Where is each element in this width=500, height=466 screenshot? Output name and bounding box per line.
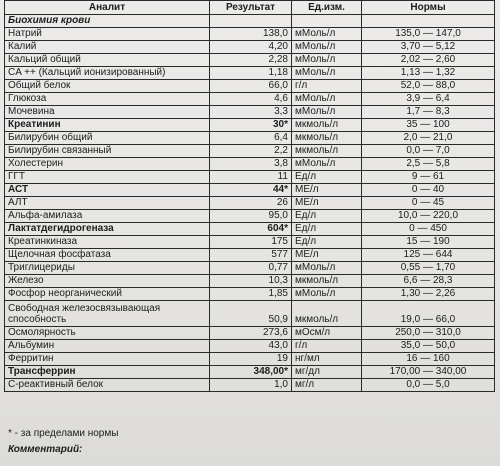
table-body (5, 15, 495, 392)
unit-cell: МЕ/л (292, 249, 362, 262)
table-row (5, 288, 495, 301)
table-row (5, 106, 495, 119)
header-unit: Ед.изм. (292, 1, 362, 15)
unit-cell: Ед/л (292, 223, 362, 236)
table-row (5, 262, 495, 275)
unit-cell: мОсм/л (292, 327, 362, 340)
unit-cell: г/л (292, 340, 362, 353)
unit-cell: мкмоль/л (292, 275, 362, 288)
comment-label: Комментарий: (8, 444, 83, 455)
analyte-name-cell: Общий белок (5, 80, 210, 93)
result-cell: 273,6 (210, 327, 292, 340)
header-norm: Нормы (362, 1, 495, 15)
norm-cell: 6,6 — 28,3 (362, 275, 495, 288)
result-cell: 1,85 (210, 288, 292, 301)
norm-cell: 0 — 45 (362, 197, 495, 210)
result-cell: 26 (210, 197, 292, 210)
norm-cell: 35 — 100 (362, 119, 495, 132)
table-row (5, 132, 495, 145)
norm-cell: 2,0 — 21,0 (362, 132, 495, 145)
unit-cell: мкмоль/л (292, 132, 362, 145)
result-cell: 4,6 (210, 93, 292, 106)
unit-cell: Ед/л (292, 171, 362, 184)
norm-cell: 0,0 — 5,0 (362, 379, 495, 392)
result-cell: 43,0 (210, 340, 292, 353)
analyte-name-cell: Глюкоза (5, 93, 210, 106)
result-cell: 6,4 (210, 132, 292, 145)
norm-cell: 16 — 160 (362, 353, 495, 366)
analyte-name-cell: Железо (5, 275, 210, 288)
table-row (5, 54, 495, 67)
analyte-name-cell: Креатинкиназа (5, 236, 210, 249)
table-row (5, 41, 495, 54)
unit-cell: МЕ/л (292, 184, 362, 197)
result-cell: 2,2 (210, 145, 292, 158)
unit-cell: мМоль/л (292, 54, 362, 67)
analyte-name-cell: CA ++ (Кальций ионизированный) (5, 67, 210, 80)
result-cell: 0,77 (210, 262, 292, 275)
section-row (5, 15, 495, 28)
analyte-name-cell: С-реактивный белок (5, 379, 210, 392)
table-row (5, 197, 495, 210)
result-cell: 577 (210, 249, 292, 262)
result-cell: 175 (210, 236, 292, 249)
analyte-name-cell: АСТ (5, 184, 210, 197)
table-row (5, 366, 495, 379)
analyte-name-cell: АЛТ (5, 197, 210, 210)
unit-cell: г/л (292, 80, 362, 93)
unit-cell: МЕ/л (292, 197, 362, 210)
analyte-name-cell: Холестерин (5, 158, 210, 171)
table-header-row (5, 1, 495, 15)
result-cell: 50,9 (210, 301, 292, 327)
result-cell: 348,00* (210, 366, 292, 379)
analyte-name-cell: Щелочная фосфатаза (5, 249, 210, 262)
result-cell: 10,3 (210, 275, 292, 288)
unit-cell: мМоль/л (292, 158, 362, 171)
section-title: Биохимия крови (5, 15, 210, 28)
norm-cell: 0,55 — 1,70 (362, 262, 495, 275)
table-row (5, 145, 495, 158)
analyte-name-cell: Креатинин (5, 119, 210, 132)
norm-cell: 0,0 — 7,0 (362, 145, 495, 158)
unit-cell: мкмоль/л (292, 119, 362, 132)
table-row (5, 93, 495, 106)
norm-cell: 9 — 61 (362, 171, 495, 184)
norm-cell: 2,02 — 2,60 (362, 54, 495, 67)
analyte-name-cell: Триглицериды (5, 262, 210, 275)
unit-cell: мкмоль/л (292, 301, 362, 327)
analyte-name-cell: Билирубин связанный (5, 145, 210, 158)
norm-cell: 0 — 40 (362, 184, 495, 197)
table-row (5, 353, 495, 366)
result-cell: 2,28 (210, 54, 292, 67)
result-cell: 3,8 (210, 158, 292, 171)
result-cell: 95,0 (210, 210, 292, 223)
analyte-name-cell: ГГТ (5, 171, 210, 184)
norm-cell: 1,13 — 1,32 (362, 67, 495, 80)
result-cell: 138,0 (210, 28, 292, 41)
norm-cell: 170,00 — 340,00 (362, 366, 495, 379)
norm-cell: 10,0 — 220,0 (362, 210, 495, 223)
norm-cell: 15 — 190 (362, 236, 495, 249)
empty-cell (292, 15, 362, 28)
table-row (5, 210, 495, 223)
unit-cell: мкмоль/л (292, 145, 362, 158)
analyte-name-cell: Свободная железосвязывающая способность (5, 301, 210, 327)
analyte-name-cell: Альфа-амилаза (5, 210, 210, 223)
table-row (5, 119, 495, 132)
table-row (5, 379, 495, 392)
result-cell: 30* (210, 119, 292, 132)
norm-cell: 125 — 644 (362, 249, 495, 262)
table-row (5, 158, 495, 171)
result-cell: 1,0 (210, 379, 292, 392)
table-row (5, 249, 495, 262)
table-row (5, 223, 495, 236)
unit-cell: мМоль/л (292, 106, 362, 119)
norm-cell: 250,0 — 310,0 (362, 327, 495, 340)
table-row (5, 80, 495, 93)
unit-cell: мМоль/л (292, 41, 362, 54)
table-row (5, 340, 495, 353)
analyte-name-cell: Мочевина (5, 106, 210, 119)
unit-cell: Ед/л (292, 210, 362, 223)
unit-cell: мМоль/л (292, 93, 362, 106)
empty-cell (362, 15, 495, 28)
unit-cell: мг/л (292, 379, 362, 392)
norm-cell: 52,0 — 88,0 (362, 80, 495, 93)
table-row (5, 327, 495, 340)
result-cell: 19 (210, 353, 292, 366)
norm-cell: 19,0 — 66,0 (362, 301, 495, 327)
table-row (5, 184, 495, 197)
unit-cell: мМоль/л (292, 288, 362, 301)
unit-cell: мМоль/л (292, 67, 362, 80)
result-cell: 4,20 (210, 41, 292, 54)
unit-cell: мг/дл (292, 366, 362, 379)
table-row (5, 275, 495, 288)
table-row (5, 28, 495, 41)
table-row (5, 171, 495, 184)
result-cell: 11 (210, 171, 292, 184)
empty-cell (210, 15, 292, 28)
analyte-name-cell: Кальций общий (5, 54, 210, 67)
unit-cell: мМоль/л (292, 28, 362, 41)
result-cell: 44* (210, 184, 292, 197)
result-cell: 1,18 (210, 67, 292, 80)
norm-cell: 35,0 — 50,0 (362, 340, 495, 353)
unit-cell: мМоль/л (292, 262, 362, 275)
analyte-name-cell: Трансферрин (5, 366, 210, 379)
norm-cell: 2,5 — 5,8 (362, 158, 495, 171)
norm-cell: 0 — 450 (362, 223, 495, 236)
analyte-name-cell: Осмолярность (5, 327, 210, 340)
table-row (5, 301, 495, 327)
lab-results-table (4, 0, 495, 392)
analyte-name-cell: Ферритин (5, 353, 210, 366)
norm-cell: 135,0 — 147,0 (362, 28, 495, 41)
unit-cell: нг/мл (292, 353, 362, 366)
analyte-name-cell: Калий (5, 41, 210, 54)
analyte-name-cell: Фосфор неорганический (5, 288, 210, 301)
header-analyte: Аналит (5, 1, 210, 15)
result-cell: 66,0 (210, 80, 292, 93)
analyte-name-cell: Билирубин общий (5, 132, 210, 145)
table-row (5, 67, 495, 80)
analyte-name-cell: Лактатдегидрогеназа (5, 223, 210, 236)
analyte-name-cell: Альбумин (5, 340, 210, 353)
unit-cell: Ед/л (292, 236, 362, 249)
norm-cell: 3,9 — 6,4 (362, 93, 495, 106)
analyte-name-cell: Натрий (5, 28, 210, 41)
footnote: * - за пределами нормы (8, 428, 119, 439)
norm-cell: 1,30 — 2,26 (362, 288, 495, 301)
norm-cell: 1,7 — 8,3 (362, 106, 495, 119)
result-cell: 3,3 (210, 106, 292, 119)
result-cell: 604* (210, 223, 292, 236)
header-result: Результат (210, 1, 292, 15)
norm-cell: 3,70 — 5,12 (362, 41, 495, 54)
table-row (5, 236, 495, 249)
